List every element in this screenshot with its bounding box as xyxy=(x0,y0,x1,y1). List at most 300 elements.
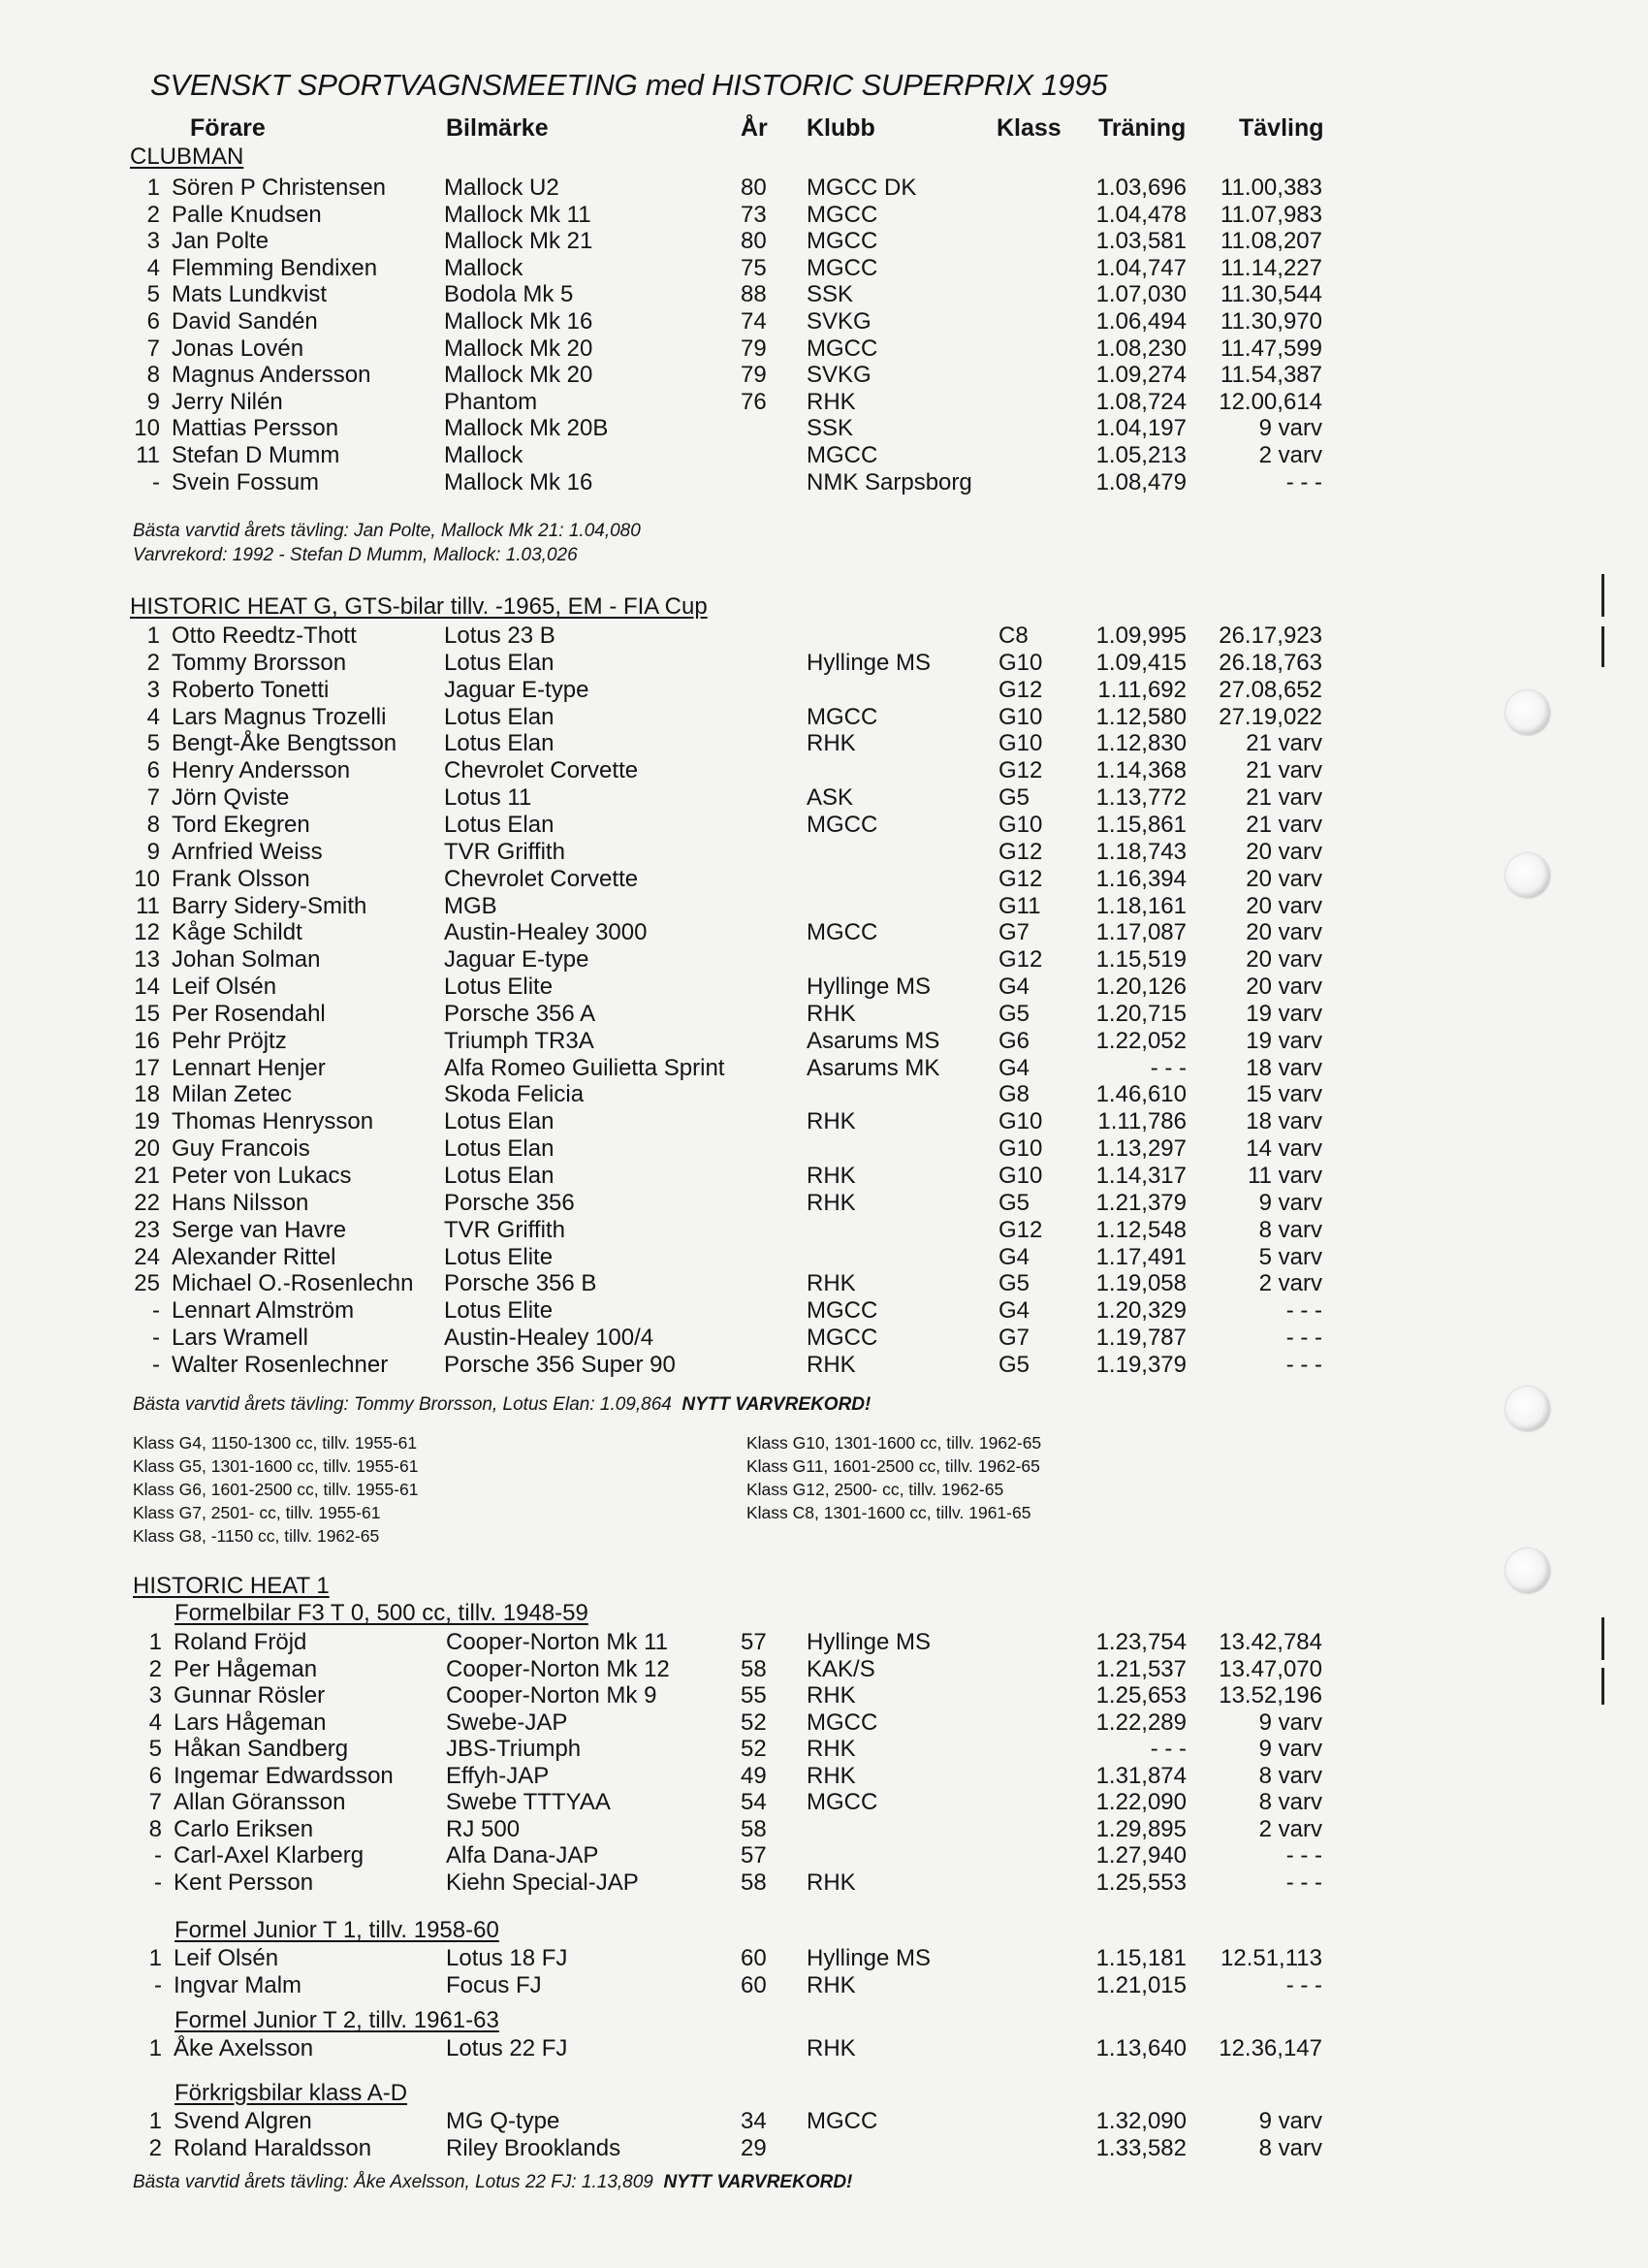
cell-race: - - - xyxy=(1285,1842,1322,1869)
cell-driver: Frank Olsson xyxy=(172,866,310,892)
cell-training: 1.14,368 xyxy=(1095,757,1187,783)
cell-club: ASK xyxy=(807,784,854,811)
cell-driver: Åke Axelsson xyxy=(174,2035,314,2061)
cell-training: 1.20,126 xyxy=(1095,974,1187,1000)
table-row xyxy=(0,1270,1648,1296)
cell-year: 29 xyxy=(741,2135,767,2161)
class-definitions-left xyxy=(133,1431,418,1548)
table-row xyxy=(0,650,1648,676)
clubman-best-lap-note: Bästa varvtid årets tävling: Jan Polte, Mallock Mk 21: 1.04,080 xyxy=(133,521,641,541)
table-row xyxy=(0,1763,1648,1789)
cell-training: 1.13,640 xyxy=(1095,2035,1187,2061)
table-row xyxy=(0,228,1648,254)
cell-driver: Walter Rosenlechner xyxy=(172,1352,389,1378)
cell-club: MGCC xyxy=(807,255,878,281)
cell-training: 1.17,087 xyxy=(1095,919,1187,945)
table-row xyxy=(0,1656,1648,1682)
cell-race: 21 varv xyxy=(1246,757,1322,783)
cell-club: RHK xyxy=(807,1001,856,1027)
cell-training: 1.07,030 xyxy=(1095,281,1187,307)
cell-training: 1.11,692 xyxy=(1097,677,1187,703)
cell-year: 79 xyxy=(741,362,767,388)
table-row xyxy=(0,757,1648,783)
cell-training: 1.29,895 xyxy=(1095,1816,1187,1842)
cell-driver: Carl-Axel Klarberg xyxy=(174,1842,364,1869)
cell-car: Austin-Healey 100/4 xyxy=(444,1325,654,1351)
cell-pos: 20 xyxy=(134,1135,160,1162)
cell-club: RHK xyxy=(807,1869,856,1896)
cell-club: NMK Sarpsborg xyxy=(807,469,972,495)
table-row xyxy=(0,1325,1648,1351)
cell-training: 1.21,379 xyxy=(1095,1190,1187,1216)
cell-pos: 5 xyxy=(146,730,160,756)
cell-pos: 1 xyxy=(146,623,160,649)
cell-race: 20 varv xyxy=(1246,866,1322,892)
section-title-clubman: CLUBMAN xyxy=(130,144,244,170)
header-club: Klubb xyxy=(807,114,875,142)
cell-pos: - xyxy=(154,1869,162,1896)
cell-pos: - xyxy=(152,1297,160,1324)
table-row xyxy=(0,812,1648,838)
cell-class: G5 xyxy=(998,1270,1030,1296)
cell-race: 11.14,227 xyxy=(1220,255,1322,281)
cell-year: 74 xyxy=(741,308,767,335)
cell-class: G5 xyxy=(998,1190,1030,1216)
table-row xyxy=(0,175,1648,201)
cell-year: 49 xyxy=(741,1763,767,1789)
cell-club: MGCC xyxy=(807,2108,878,2134)
cell-race: 27.19,022 xyxy=(1219,704,1322,730)
cell-pos: 10 xyxy=(134,415,160,441)
cell-car: Lotus Elan xyxy=(444,730,555,756)
cell-training: 1.25,553 xyxy=(1095,1869,1187,1896)
table-row xyxy=(0,1972,1648,1998)
cell-club: Hyllinge MS xyxy=(807,1629,932,1655)
cell-class: G5 xyxy=(998,784,1030,811)
cell-club: Asarums MS xyxy=(807,1028,940,1054)
cell-car: Jaguar E-type xyxy=(444,677,589,703)
cell-year: 58 xyxy=(741,1816,767,1842)
table-row xyxy=(0,893,1648,919)
cell-club: MGCC xyxy=(807,1325,878,1351)
cell-driver: Milan Zetec xyxy=(172,1081,293,1107)
cell-car: Phantom xyxy=(444,389,538,415)
cell-pos: 2 xyxy=(148,1656,162,1682)
table-row xyxy=(0,974,1648,1000)
cell-driver: Michael O.-Rosenlechn xyxy=(172,1270,414,1296)
cell-pos: 1 xyxy=(148,1945,162,1971)
cell-race: - - - xyxy=(1285,1352,1322,1378)
table-row xyxy=(0,202,1648,228)
cell-year: 75 xyxy=(741,255,767,281)
cell-club: MGCC DK xyxy=(807,175,917,201)
cell-race: 26.18,763 xyxy=(1219,650,1322,676)
cell-race: - - - xyxy=(1285,469,1322,495)
class-definition: Klass G11, 1601-2500 cc, tillv. 1962-65 xyxy=(746,1456,1040,1476)
cell-year: 34 xyxy=(741,2108,767,2134)
cell-driver: David Sandén xyxy=(172,308,318,335)
cell-club: RHK xyxy=(807,1682,856,1709)
cell-race: 18 varv xyxy=(1246,1055,1322,1081)
heat-1-best-lap-text: Bästa varvtid årets tävling: Åke Axelsson, Lotus 22 FJ: 1.13,809 xyxy=(133,2172,653,2192)
cell-race: 20 varv xyxy=(1246,893,1322,919)
cell-class: G10 xyxy=(998,704,1043,730)
cell-car: Lotus Elan xyxy=(444,1108,555,1134)
class-definition: Klass G4, 1150-1300 cc, tillv. 1955-61 xyxy=(133,1433,418,1453)
cell-club: Asarums MK xyxy=(807,1055,940,1081)
table-row xyxy=(0,1190,1648,1216)
cell-race: 8 varv xyxy=(1258,1217,1322,1243)
heat-1-best-lap-note xyxy=(133,2172,852,2193)
cell-driver: Arnfried Weiss xyxy=(172,839,323,865)
cell-car: Triumph TR3A xyxy=(444,1028,594,1054)
cell-pos: 4 xyxy=(146,704,160,730)
cell-race: 13.47,070 xyxy=(1219,1656,1322,1682)
cell-car: Riley Brooklands xyxy=(446,2135,621,2161)
header-year: År xyxy=(741,114,768,142)
cell-driver: Lennart Henjer xyxy=(172,1055,326,1081)
cell-car: Lotus 22 FJ xyxy=(446,2035,568,2061)
cell-race: 26.17,923 xyxy=(1219,623,1322,649)
cell-training: 1.05,213 xyxy=(1095,442,1187,468)
cell-car: Lotus Elite xyxy=(444,1244,554,1270)
cell-car: Mallock Mk 20 xyxy=(444,335,593,362)
cell-car: JBS-Triumph xyxy=(446,1736,582,1762)
class-definition: Klass G12, 2500- cc, tillv. 1962-65 xyxy=(746,1480,1004,1499)
cell-club: MGCC xyxy=(807,1709,878,1736)
cell-pos: 13 xyxy=(134,946,160,973)
cell-class: G10 xyxy=(998,812,1043,838)
cell-race: 20 varv xyxy=(1246,839,1322,865)
cell-class: G10 xyxy=(998,1163,1043,1189)
cell-class: G12 xyxy=(998,677,1043,703)
cell-training: 1.27,940 xyxy=(1095,1842,1187,1869)
class-definition: Klass G6, 1601-2500 cc, tillv. 1955-61 xyxy=(133,1480,419,1499)
cell-pos: 24 xyxy=(134,1244,160,1270)
table-row xyxy=(0,946,1648,973)
cell-pos: 6 xyxy=(146,308,160,335)
cell-pos: 23 xyxy=(134,1217,160,1243)
cell-driver: Håkan Sandberg xyxy=(174,1736,349,1762)
cell-driver: Flemming Bendixen xyxy=(172,255,378,281)
cell-training: 1.14,317 xyxy=(1095,1163,1187,1189)
cell-car: Mallock Mk 16 xyxy=(444,469,593,495)
cell-pos: 25 xyxy=(134,1270,160,1296)
cell-race: 20 varv xyxy=(1246,946,1322,973)
cell-car: MGB xyxy=(444,893,497,919)
cell-training: 1.19,787 xyxy=(1095,1325,1187,1351)
cell-car: Lotus 11 xyxy=(444,784,532,811)
header-driver: Förare xyxy=(190,114,266,142)
cell-class: G8 xyxy=(998,1081,1030,1107)
cell-driver: Jan Polte xyxy=(172,228,269,254)
cell-training: 1.23,754 xyxy=(1095,1629,1187,1655)
cell-class: G7 xyxy=(998,1325,1030,1351)
table-row xyxy=(0,839,1648,865)
cell-class: G10 xyxy=(998,1135,1043,1162)
table-row xyxy=(0,1217,1648,1243)
cell-race: 21 varv xyxy=(1246,812,1322,838)
cell-driver: Mattias Persson xyxy=(172,415,339,441)
cell-club: RHK xyxy=(807,389,856,415)
cell-pos: 7 xyxy=(146,784,160,811)
cell-pos: 15 xyxy=(134,1001,160,1027)
cell-race: - - - xyxy=(1285,1972,1322,1998)
cell-training: 1.09,415 xyxy=(1095,650,1187,676)
cell-year: 88 xyxy=(741,281,767,307)
cell-pos: 8 xyxy=(148,1816,162,1842)
table-row xyxy=(0,1352,1648,1378)
cell-race: 15 varv xyxy=(1246,1081,1322,1107)
cell-driver: Lars Hågeman xyxy=(174,1709,327,1736)
cell-year: 58 xyxy=(741,1656,767,1682)
cell-pos: 3 xyxy=(148,1682,162,1709)
cell-race: 11.07,983 xyxy=(1220,202,1322,228)
table-row xyxy=(0,730,1648,756)
cell-driver: Roland Fröjd xyxy=(174,1629,307,1655)
cell-car: Porsche 356 Super 90 xyxy=(444,1352,676,1378)
table-row xyxy=(0,2035,1648,2061)
cell-club: RHK xyxy=(807,1108,856,1134)
cell-pos: 1 xyxy=(148,1629,162,1655)
cell-year: 80 xyxy=(741,175,767,201)
cell-pos: 22 xyxy=(134,1190,160,1216)
cell-class: G7 xyxy=(998,919,1030,945)
section-title-prewar: Förkrigsbilar klass A-D xyxy=(174,2080,408,2106)
cell-driver: Kåge Schildt xyxy=(172,919,302,945)
cell-training: 1.22,052 xyxy=(1095,1028,1187,1054)
cell-pos: 4 xyxy=(146,255,160,281)
table-row xyxy=(0,442,1648,468)
cell-training: 1.16,394 xyxy=(1095,866,1187,892)
cell-pos: 8 xyxy=(146,812,160,838)
cell-car: Porsche 356 xyxy=(444,1190,575,1216)
cell-driver: Svend Algren xyxy=(174,2108,312,2134)
cell-year: 60 xyxy=(741,1972,767,1998)
clubman-lap-record-note: Varvrekord: 1992 - Stefan D Mumm, Mallock: 1.03,026 xyxy=(133,545,578,565)
table-row xyxy=(0,919,1648,945)
cell-race: 12.00,614 xyxy=(1219,389,1322,415)
cell-driver: Gunnar Rösler xyxy=(174,1682,326,1709)
cell-club: MGCC xyxy=(807,1297,878,1324)
cell-car: TVR Griffith xyxy=(444,1217,565,1243)
cell-year: 52 xyxy=(741,1736,767,1762)
cell-pos: 7 xyxy=(148,1789,162,1815)
table-row xyxy=(0,1945,1648,1971)
cell-year: 55 xyxy=(741,1682,767,1709)
cell-class: G4 xyxy=(998,974,1030,1000)
cell-pos: 9 xyxy=(146,389,160,415)
cell-class: G12 xyxy=(998,866,1043,892)
cell-car: Effyh-JAP xyxy=(446,1763,550,1789)
cell-driver: Leif Olsén xyxy=(172,974,277,1000)
class-definition: Klass C8, 1301-1600 cc, tillv. 1961-65 xyxy=(746,1503,1031,1522)
cell-driver: Otto Reedtz-Thott xyxy=(172,623,357,649)
cell-driver: Roberto Tonetti xyxy=(172,677,330,703)
cell-race: 14 varv xyxy=(1246,1135,1322,1162)
cell-training: 1.04,478 xyxy=(1095,202,1187,228)
cell-training: 1.21,537 xyxy=(1095,1656,1187,1682)
cell-driver: Allan Göransson xyxy=(174,1789,346,1815)
cell-pos: - xyxy=(154,1842,162,1869)
cell-race: 21 varv xyxy=(1246,730,1322,756)
cell-car: Cooper-Norton Mk 9 xyxy=(446,1682,657,1709)
cell-race: - - - xyxy=(1285,1869,1322,1896)
class-definitions-right xyxy=(746,1431,1041,1524)
cell-training: 1.08,479 xyxy=(1095,469,1187,495)
table-row xyxy=(0,362,1648,388)
cell-pos: 2 xyxy=(146,202,160,228)
table-row xyxy=(0,1629,1648,1655)
cell-pos: 17 xyxy=(134,1055,160,1081)
cell-race: - - - xyxy=(1285,1297,1322,1324)
cell-training: 1.20,329 xyxy=(1095,1297,1187,1324)
cell-club: Hyllinge MS xyxy=(807,650,932,676)
cell-pos: 3 xyxy=(146,677,160,703)
cell-race: 11.00,383 xyxy=(1220,175,1322,201)
cell-race: 12.36,147 xyxy=(1219,2035,1322,2061)
cell-driver: Leif Olsén xyxy=(174,1945,279,1971)
table-row xyxy=(0,784,1648,811)
cell-club: MGCC xyxy=(807,919,878,945)
cell-club: SVKG xyxy=(807,308,872,335)
cell-pos: 21 xyxy=(134,1163,160,1189)
cell-driver: Magnus Andersson xyxy=(172,362,371,388)
cell-driver: Peter von Lukacs xyxy=(172,1163,352,1189)
table-row xyxy=(0,1135,1648,1162)
cell-race: 19 varv xyxy=(1246,1001,1322,1027)
cell-race: 8 varv xyxy=(1258,2135,1322,2161)
cell-race: 11 varv xyxy=(1248,1163,1322,1189)
cell-race: 18 varv xyxy=(1246,1108,1322,1134)
cell-class: G12 xyxy=(998,757,1043,783)
cell-class: G4 xyxy=(998,1055,1030,1081)
cell-car: Mallock xyxy=(444,442,523,468)
cell-driver: Jörn Qviste xyxy=(172,784,290,811)
cell-car: Focus FJ xyxy=(446,1972,542,1998)
cell-training: 1.09,274 xyxy=(1095,362,1187,388)
cell-training: 1.20,715 xyxy=(1095,1001,1187,1027)
cell-club: SVKG xyxy=(807,362,872,388)
cell-car: MG Q-type xyxy=(446,2108,560,2134)
cell-class: G12 xyxy=(998,839,1043,865)
cell-class: G4 xyxy=(998,1244,1030,1270)
table-row xyxy=(0,1055,1648,1081)
cell-driver: Per Hågeman xyxy=(174,1656,318,1682)
cell-pos: 11 xyxy=(136,893,160,919)
page-title: SVENSKT SPORTVAGNSMEETING med HISTORIC SUPERPRIX 1995 xyxy=(150,68,1108,102)
cell-club: RHK xyxy=(807,1972,856,1998)
cell-club: RHK xyxy=(807,730,856,756)
cell-race: 13.52,196 xyxy=(1219,1682,1322,1709)
cell-club: MGCC xyxy=(807,442,878,468)
cell-car: Skoda Felicia xyxy=(444,1081,585,1107)
cell-race: 19 varv xyxy=(1246,1028,1322,1054)
cell-driver: Sören P Christensen xyxy=(172,175,387,201)
cell-training: - - - xyxy=(1150,1055,1187,1081)
table-row xyxy=(0,677,1648,703)
cell-pos: 10 xyxy=(134,866,160,892)
cell-pos: 19 xyxy=(134,1108,160,1134)
cell-driver: Svein Fossum xyxy=(172,469,320,495)
cell-car: Bodola Mk 5 xyxy=(444,281,574,307)
cell-year: 58 xyxy=(741,1869,767,1896)
cell-driver: Ingvar Malm xyxy=(174,1972,302,1998)
cell-car: Cooper-Norton Mk 11 xyxy=(446,1629,668,1655)
header-race: Tävling xyxy=(1239,114,1324,142)
cell-driver: Lars Wramell xyxy=(172,1325,308,1351)
cell-car: RJ 500 xyxy=(446,1816,521,1842)
cell-race: 9 varv xyxy=(1258,1736,1322,1762)
heat-g-record-flag: NYTT VARVREKORD! xyxy=(681,1394,872,1415)
cell-training: 1.19,379 xyxy=(1095,1352,1187,1378)
cell-driver: Ingemar Edwardsson xyxy=(174,1763,394,1789)
cell-training: 1.15,181 xyxy=(1095,1945,1187,1971)
cell-car: Lotus Elan xyxy=(444,650,555,676)
cell-club: RHK xyxy=(807,1190,856,1216)
table-row xyxy=(0,1682,1648,1709)
cell-pos: 11 xyxy=(136,442,160,468)
class-definition: Klass G7, 2501- cc, tillv. 1955-61 xyxy=(133,1503,381,1522)
cell-club: RHK xyxy=(807,1352,856,1378)
table-row xyxy=(0,281,1648,307)
cell-training: 1.18,161 xyxy=(1095,893,1187,919)
cell-training: 1.18,743 xyxy=(1095,839,1187,865)
cell-car: Swebe TTTYAA xyxy=(446,1789,611,1815)
cell-car: Lotus Elan xyxy=(444,1163,555,1189)
cell-pos: 18 xyxy=(134,1081,160,1107)
cell-year: 73 xyxy=(741,202,767,228)
cell-club: Hyllinge MS xyxy=(807,974,932,1000)
cell-driver: Palle Knudsen xyxy=(172,202,322,228)
table-row xyxy=(0,1108,1648,1134)
cell-training: 1.09,995 xyxy=(1095,623,1187,649)
cell-year: 60 xyxy=(741,1945,767,1971)
cell-car: Lotus Elite xyxy=(444,974,554,1000)
cell-car: Swebe-JAP xyxy=(446,1709,568,1736)
cell-club: RHK xyxy=(807,1270,856,1296)
table-row xyxy=(0,2108,1648,2134)
cell-training: 1.25,653 xyxy=(1095,1682,1187,1709)
cell-driver: Lars Magnus Trozelli xyxy=(172,704,387,730)
header-car: Bilmärke xyxy=(446,114,549,142)
cell-pos: 4 xyxy=(148,1709,162,1736)
cell-driver: Jerry Nilén xyxy=(172,389,283,415)
cell-training: - - - xyxy=(1150,1736,1187,1762)
cell-pos: 6 xyxy=(146,757,160,783)
cell-club: SSK xyxy=(807,415,854,441)
cell-class: G10 xyxy=(998,1108,1043,1134)
cell-car: Lotus 18 FJ xyxy=(446,1945,568,1971)
cell-training: 1.32,090 xyxy=(1095,2108,1187,2134)
cell-car: Lotus Elite xyxy=(444,1297,554,1324)
cell-pos: 16 xyxy=(134,1028,160,1054)
cell-race: 11.47,599 xyxy=(1220,335,1322,362)
binder-hole xyxy=(1505,1387,1550,1431)
cell-pos: 2 xyxy=(146,650,160,676)
section-title-heat-g: HISTORIC HEAT G, GTS-bilar tillv. -1965, EM - FIA Cup xyxy=(130,593,708,620)
cell-pos: 9 xyxy=(146,839,160,865)
header-class: Klass xyxy=(997,114,1062,142)
cell-car: Porsche 356 B xyxy=(444,1270,597,1296)
heat-1-record-flag: NYTT VARVREKORD! xyxy=(663,2172,853,2192)
cell-car: Mallock U2 xyxy=(444,175,559,201)
section-title-fj1: Formel Junior T 1, tillv. 1958-60 xyxy=(174,1917,499,1943)
heat-g-best-lap-note xyxy=(133,1394,871,1416)
cell-race: 11.30,970 xyxy=(1220,308,1322,335)
cell-training: 1.22,289 xyxy=(1095,1709,1187,1736)
cell-year: 80 xyxy=(741,228,767,254)
